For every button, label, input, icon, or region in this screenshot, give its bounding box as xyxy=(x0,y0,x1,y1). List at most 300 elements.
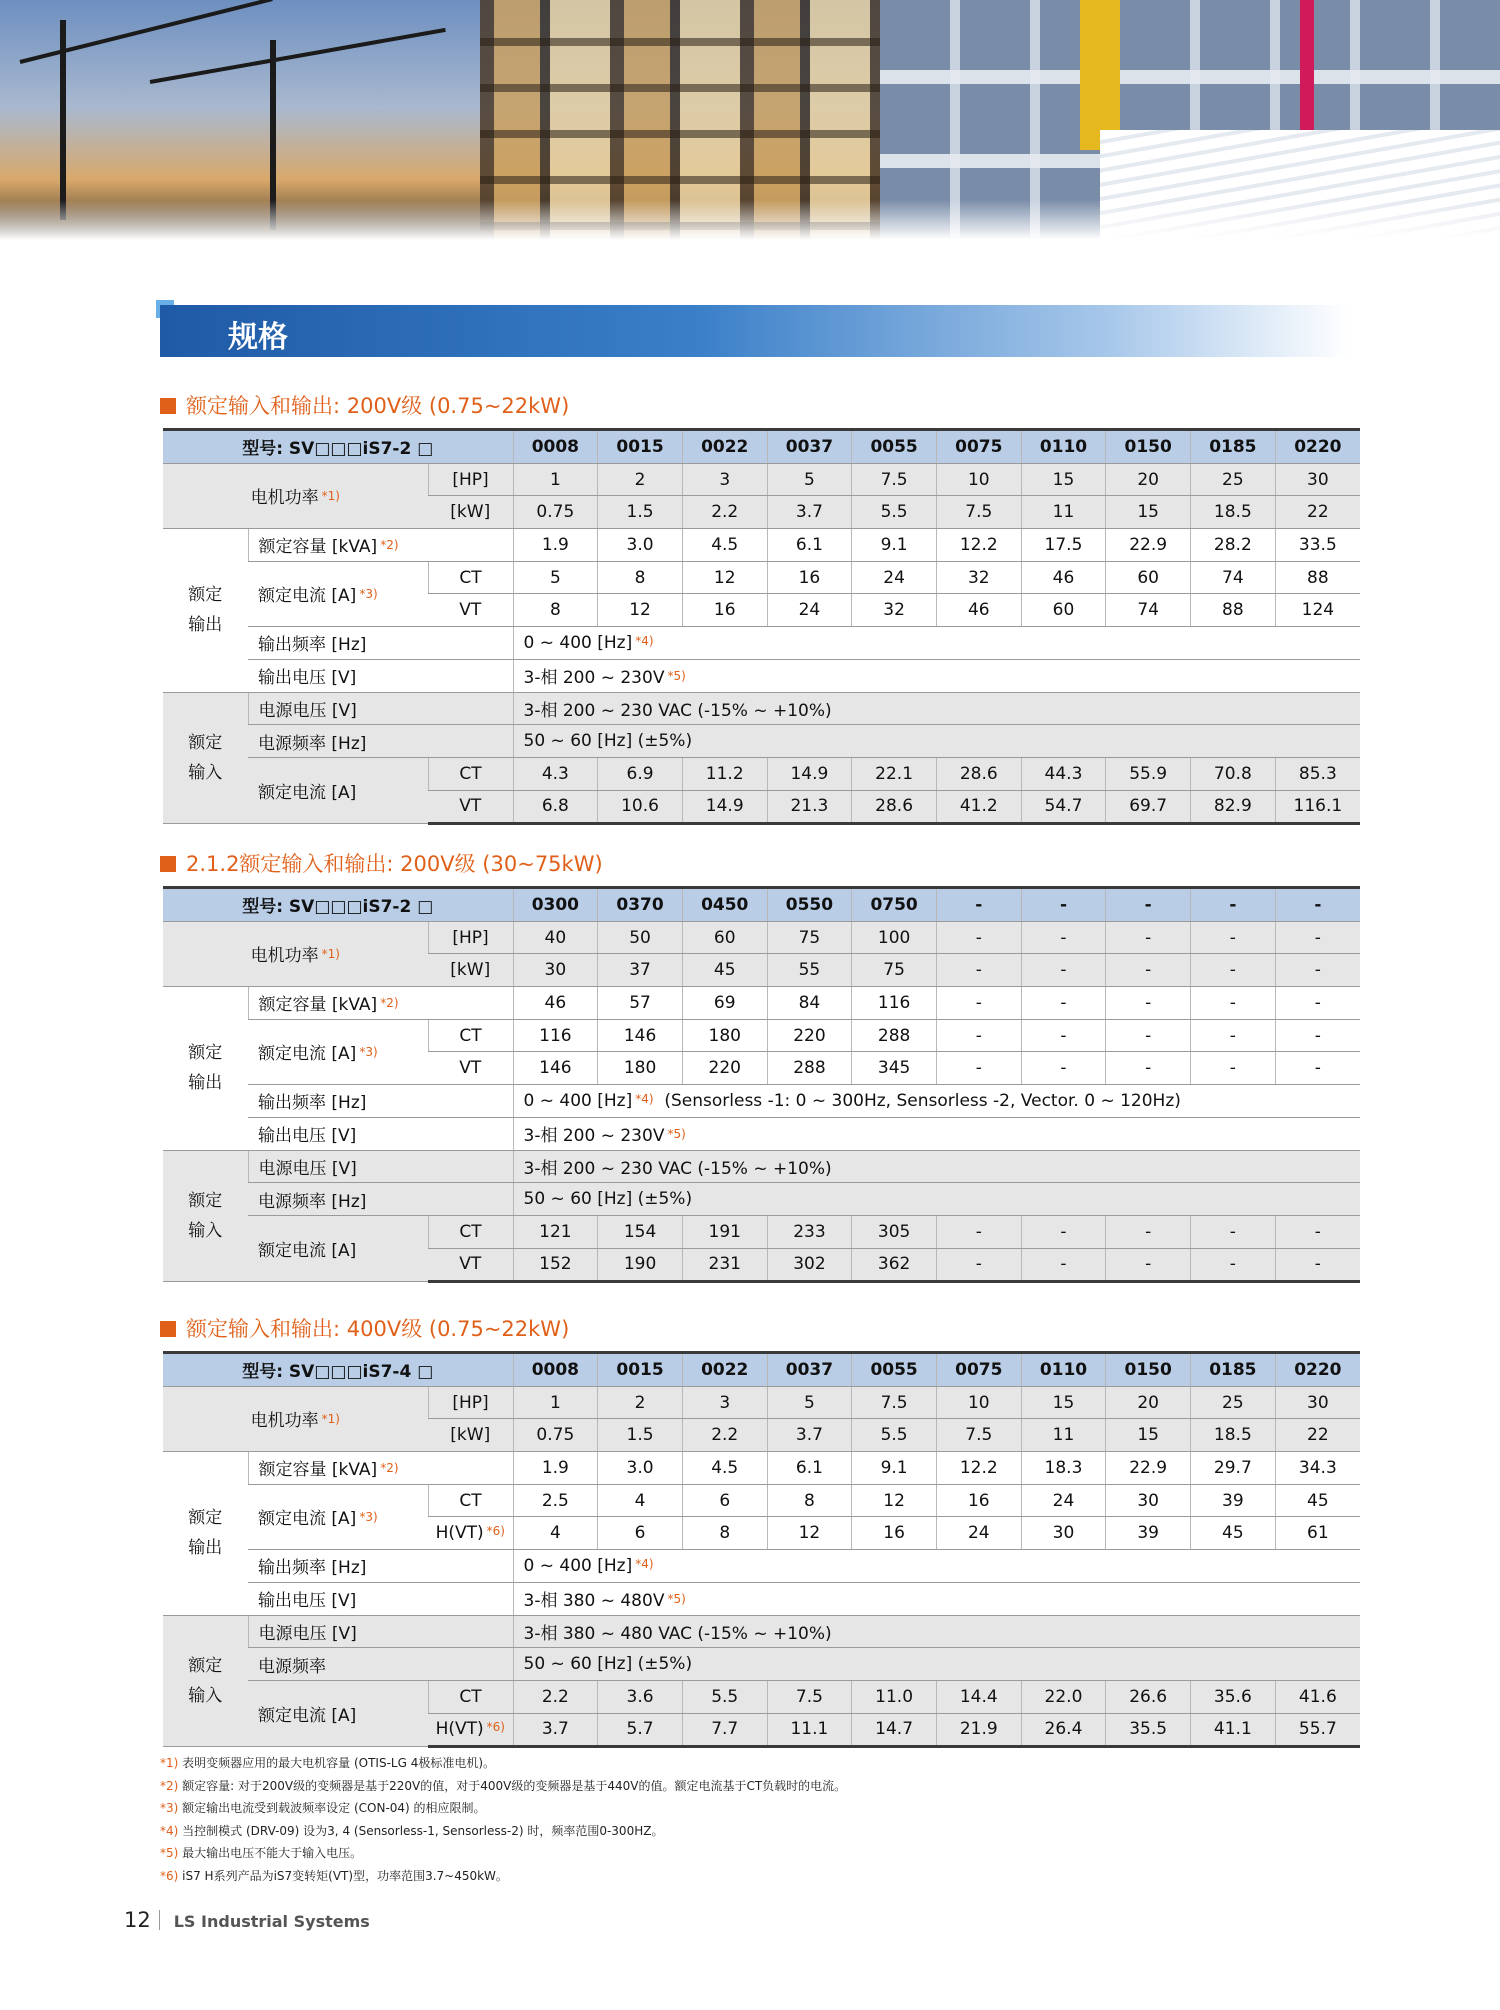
footnote-text: 当控制模式 (DRV-09) 设为3, 4 (Sensorless-1, Sensorless-2) 时，频率范围0-300HZ。 xyxy=(182,1823,664,1838)
value-cell: 60 xyxy=(682,921,767,954)
footnote-key: *3) xyxy=(160,1801,179,1815)
output-current-label xyxy=(248,1019,428,1084)
value-cell: - xyxy=(1106,1019,1191,1052)
value-cell: 233 xyxy=(767,1215,852,1248)
value-cell: 5.5 xyxy=(852,1419,937,1452)
value-cell: 1.5 xyxy=(598,496,683,529)
value-cell: 28.6 xyxy=(936,757,1021,790)
value-cell: 84 xyxy=(767,987,852,1020)
value-cell: 15 xyxy=(1021,1386,1106,1419)
hp-unit: [HP] xyxy=(428,463,513,496)
value-cell: 39 xyxy=(1106,1517,1191,1550)
output-current-text: 额定电流 [A] xyxy=(258,586,357,607)
input-voltage-value: 3-相 200 ~ 230 VAC (-15% ~ +10%) xyxy=(513,1150,1360,1183)
value-cell: 0450 xyxy=(682,888,767,922)
value-cell: 22 xyxy=(1275,496,1360,529)
value-cell: - xyxy=(936,987,1021,1020)
value-cell: - xyxy=(1106,987,1191,1020)
value-cell: - xyxy=(1191,987,1276,1020)
section-heading-text: 2.1.2额定输入和输出: 200V级 (30~75kW) xyxy=(186,852,603,876)
output-voltage-label: 输出电压 [V] xyxy=(248,1582,513,1615)
capacity-text: 额定容量 [kVA] xyxy=(258,995,378,1016)
value-cell: 3.7 xyxy=(767,1419,852,1452)
value-cell: 191 xyxy=(682,1215,767,1248)
value-cell: 0015 xyxy=(598,430,683,464)
ct-label: CT xyxy=(428,561,513,594)
value-cell: - xyxy=(936,1248,1021,1282)
vt-label xyxy=(428,1052,513,1085)
value-cell: 8 xyxy=(513,594,598,627)
value-cell: 0550 xyxy=(767,888,852,922)
value-cell: 3.7 xyxy=(767,496,852,529)
capacity-label xyxy=(248,529,513,562)
output-current-label xyxy=(248,1484,428,1549)
value-cell: 70.8 xyxy=(1191,757,1276,790)
value-cell: 14.7 xyxy=(852,1713,937,1747)
value-cell: - xyxy=(1021,888,1106,922)
value-cell: - xyxy=(1106,1248,1191,1282)
value-cell: 0008 xyxy=(513,1353,598,1387)
value-cell: 2.2 xyxy=(513,1680,598,1713)
input-current-label: 额定电流 [A] xyxy=(248,1680,428,1746)
value-cell: 17.5 xyxy=(1021,529,1106,562)
value-cell: 12.2 xyxy=(936,529,1021,562)
value-cell: 11 xyxy=(1021,1419,1106,1452)
value-cell: 152 xyxy=(513,1248,598,1282)
footnote-item xyxy=(160,1752,846,1775)
footnote-key: *4) xyxy=(160,1823,179,1838)
value-cell: 10 xyxy=(936,463,1021,496)
value-cell: 22.1 xyxy=(852,757,937,790)
value-cell: 0110 xyxy=(1021,430,1106,464)
value-cell: 15 xyxy=(1021,463,1106,496)
hp-unit: [HP] xyxy=(428,921,513,954)
input-voltage-label: 电源电压 [V] xyxy=(248,1615,513,1648)
value-cell: 2.2 xyxy=(682,1419,767,1452)
value-cell: 44.3 xyxy=(1021,757,1106,790)
value-cell: 0075 xyxy=(936,430,1021,464)
vt-label xyxy=(428,1713,513,1747)
model-label: 型号: SV□□□iS7-2 □ xyxy=(163,888,513,922)
value-cell: - xyxy=(1106,954,1191,987)
value-cell: 0055 xyxy=(852,430,937,464)
freq-value-text: 0 ~ 400 [Hz] xyxy=(523,1090,633,1111)
footnote-text: 额定输出电流受到载波频率设定 (CON-04) 的相应限制。 xyxy=(182,1801,486,1815)
vt-text: VT xyxy=(459,796,482,817)
value-cell: - xyxy=(936,1052,1021,1085)
note-ref: *5) xyxy=(667,1592,686,1607)
rated-output-group: 额定 输出 xyxy=(163,1452,248,1615)
value-cell: 18.3 xyxy=(1021,1452,1106,1485)
output-current-label xyxy=(248,561,428,626)
spec-table xyxy=(163,428,1360,825)
value-cell: 11.0 xyxy=(852,1680,937,1713)
value-cell: - xyxy=(1191,1019,1276,1052)
note-ref: *1) xyxy=(321,1412,340,1427)
value-cell: 180 xyxy=(598,1052,683,1085)
value-cell: 25 xyxy=(1191,463,1276,496)
value-cell: 4.5 xyxy=(682,529,767,562)
value-cell: - xyxy=(1021,954,1106,987)
note-ref: *6) xyxy=(486,1720,505,1735)
model-label: 型号: SV□□□iS7-2 □ xyxy=(163,430,513,464)
value-cell: 231 xyxy=(682,1248,767,1282)
value-cell: 1 xyxy=(513,463,598,496)
value-cell: 60 xyxy=(1106,561,1191,594)
value-cell: 14.9 xyxy=(682,790,767,824)
section-heading xyxy=(160,1313,569,1343)
hp-unit: [HP] xyxy=(428,1386,513,1419)
value-cell: 22.9 xyxy=(1106,1452,1191,1485)
value-cell: 15 xyxy=(1106,496,1191,529)
value-cell: 41.2 xyxy=(936,790,1021,824)
value-cell: 75 xyxy=(852,954,937,987)
value-cell: 35.6 xyxy=(1191,1680,1276,1713)
rated-input-group: 额定 输入 xyxy=(163,1150,248,1282)
value-cell: 45 xyxy=(682,954,767,987)
value-cell: 30 xyxy=(1275,463,1360,496)
input-voltage-value: 3-相 200 ~ 230 VAC (-15% ~ +10%) xyxy=(513,692,1360,725)
value-cell: - xyxy=(1275,1215,1360,1248)
value-cell: - xyxy=(1191,954,1276,987)
value-cell: 24 xyxy=(767,594,852,627)
value-cell: - xyxy=(1021,921,1106,954)
footnote-item xyxy=(160,1820,846,1843)
value-cell: 6.1 xyxy=(767,1452,852,1485)
rated-input-group: 额定 输入 xyxy=(163,692,248,824)
input-current-label: 额定电流 [A] xyxy=(248,757,428,823)
ct-label: CT xyxy=(428,1680,513,1713)
value-cell: 12 xyxy=(852,1484,937,1517)
input-frequency-label: 电源频率 [Hz] xyxy=(248,725,513,758)
value-cell: 288 xyxy=(767,1052,852,1085)
value-cell: 1.9 xyxy=(513,529,598,562)
value-cell: 0110 xyxy=(1021,1353,1106,1387)
value-cell: - xyxy=(1021,1019,1106,1052)
value-cell: 154 xyxy=(598,1215,683,1248)
value-cell: 100 xyxy=(852,921,937,954)
input-frequency-value: 50 ~ 60 [Hz] (±5%) xyxy=(513,725,1360,758)
input-frequency-label: 电源频率 xyxy=(248,1648,513,1681)
value-cell: 8 xyxy=(682,1517,767,1550)
value-cell: 1.9 xyxy=(513,1452,598,1485)
output-frequency-label: 输出频率 [Hz] xyxy=(248,1550,513,1583)
input-frequency-value: 50 ~ 60 [Hz] (±5%) xyxy=(513,1183,1360,1216)
value-cell: 45 xyxy=(1191,1517,1276,1550)
value-cell: 85.3 xyxy=(1275,757,1360,790)
value-cell: 20 xyxy=(1106,1386,1191,1419)
value-cell: 32 xyxy=(936,561,1021,594)
output-frequency-value xyxy=(513,627,1360,660)
value-cell: 5.7 xyxy=(598,1713,683,1747)
value-cell: 0750 xyxy=(852,888,937,922)
value-cell: 14.9 xyxy=(767,757,852,790)
value-cell: 24 xyxy=(852,561,937,594)
value-cell: 7.5 xyxy=(852,1386,937,1419)
rated-input-group: 额定 输入 xyxy=(163,1615,248,1747)
output-voltage-label: 输出电压 [V] xyxy=(248,1117,513,1150)
input-voltage-value: 3-相 380 ~ 480 VAC (-15% ~ +10%) xyxy=(513,1615,1360,1648)
footnotes xyxy=(160,1752,846,1887)
value-cell: 33.5 xyxy=(1275,529,1360,562)
capacity-text: 额定容量 [kVA] xyxy=(258,1460,378,1481)
value-cell: - xyxy=(1275,921,1360,954)
value-cell: 30 xyxy=(1275,1386,1360,1419)
value-cell: 20 xyxy=(1106,463,1191,496)
value-cell: 45 xyxy=(1275,1484,1360,1517)
footnote-text: iS7 H系列产品为iS7变转矩(VT)型，功率范围3.7~450kW。 xyxy=(182,1868,508,1883)
value-cell: 22 xyxy=(1275,1419,1360,1452)
value-cell: 28.6 xyxy=(852,790,937,824)
value-cell: 0037 xyxy=(767,430,852,464)
value-cell: 41.1 xyxy=(1191,1713,1276,1747)
note-ref: *6) xyxy=(486,1524,505,1539)
note-ref: *5) xyxy=(667,1127,686,1142)
value-cell: - xyxy=(936,888,1021,922)
value-cell: 26.4 xyxy=(1021,1713,1106,1747)
value-cell: 288 xyxy=(852,1019,937,1052)
value-cell: 75 xyxy=(767,921,852,954)
value-cell: 12 xyxy=(767,1517,852,1550)
vt-text: H(VT) xyxy=(435,1719,484,1740)
motor-power-label xyxy=(163,1386,428,1451)
page-title: 规格 xyxy=(228,320,288,355)
note-ref: *1) xyxy=(321,489,340,504)
value-cell: 12.2 xyxy=(936,1452,1021,1485)
value-cell: - xyxy=(1191,921,1276,954)
value-cell: 29.7 xyxy=(1191,1452,1276,1485)
value-cell: 46 xyxy=(936,594,1021,627)
value-cell: 0.75 xyxy=(513,1419,598,1452)
bullet-square-icon xyxy=(160,856,176,872)
vt-label xyxy=(428,790,513,824)
volt-value-text: 3-相 200 ~ 230V xyxy=(523,1126,665,1147)
motor-power-label xyxy=(163,921,428,986)
value-cell: - xyxy=(1275,1052,1360,1085)
page-title-bar xyxy=(160,305,1350,357)
value-cell: 88 xyxy=(1275,561,1360,594)
value-cell: 220 xyxy=(682,1052,767,1085)
value-cell: 0037 xyxy=(767,1353,852,1387)
output-current-text: 额定电流 [A] xyxy=(258,1509,357,1530)
value-cell: - xyxy=(1021,1052,1106,1085)
value-cell: 3.0 xyxy=(598,1452,683,1485)
value-cell: 345 xyxy=(852,1052,937,1085)
value-cell: 0300 xyxy=(513,888,598,922)
value-cell: 55.9 xyxy=(1106,757,1191,790)
output-frequency-label: 输出频率 [Hz] xyxy=(248,627,513,660)
value-cell: - xyxy=(1191,1052,1276,1085)
kw-unit: [kW] xyxy=(428,496,513,529)
section-heading xyxy=(160,848,603,878)
value-cell: - xyxy=(1191,888,1276,922)
input-frequency-label: 电源频率 [Hz] xyxy=(248,1183,513,1216)
value-cell: 0075 xyxy=(936,1353,1021,1387)
value-cell: 362 xyxy=(852,1248,937,1282)
value-cell: 30 xyxy=(1106,1484,1191,1517)
value-cell: - xyxy=(1106,921,1191,954)
value-cell: 60 xyxy=(1021,594,1106,627)
footnote-text: 最大输出电压不能大于输入电压。 xyxy=(182,1846,363,1860)
value-cell: 9.1 xyxy=(852,1452,937,1485)
value-cell: 88 xyxy=(1191,594,1276,627)
value-cell: 0370 xyxy=(598,888,683,922)
output-frequency-value xyxy=(513,1085,1360,1118)
value-cell: 180 xyxy=(682,1019,767,1052)
value-cell: 40 xyxy=(513,921,598,954)
value-cell: 2.2 xyxy=(682,496,767,529)
spec-table xyxy=(163,886,1360,1283)
value-cell: - xyxy=(1021,1215,1106,1248)
value-cell: - xyxy=(1106,1215,1191,1248)
value-cell: 116 xyxy=(513,1019,598,1052)
value-cell: 8 xyxy=(767,1484,852,1517)
value-cell: 7.5 xyxy=(852,463,937,496)
value-cell: 116.1 xyxy=(1275,790,1360,824)
value-cell: 61 xyxy=(1275,1517,1360,1550)
value-cell: 18.5 xyxy=(1191,1419,1276,1452)
value-cell: 74 xyxy=(1191,561,1276,594)
value-cell: 0022 xyxy=(682,430,767,464)
value-cell: 7.5 xyxy=(936,496,1021,529)
section-heading xyxy=(160,390,569,420)
value-cell: - xyxy=(936,921,1021,954)
input-voltage-label: 电源电压 [V] xyxy=(248,692,513,725)
value-cell: 35.5 xyxy=(1106,1713,1191,1747)
input-current-label: 额定电流 [A] xyxy=(248,1215,428,1281)
bullet-square-icon xyxy=(160,398,176,414)
footnote-key: *6) xyxy=(160,1868,179,1883)
input-frequency-value: 50 ~ 60 [Hz] (±5%) xyxy=(513,1648,1360,1681)
header-banner-image xyxy=(0,0,1500,240)
rated-output-group: 额定 输出 xyxy=(163,529,248,692)
ct-label: CT xyxy=(428,1019,513,1052)
value-cell: 74 xyxy=(1106,594,1191,627)
value-cell: 22.0 xyxy=(1021,1680,1106,1713)
value-cell: - xyxy=(1275,987,1360,1020)
ct-label: CT xyxy=(428,1215,513,1248)
section-heading-text: 额定输入和输出: 200V级 (0.75~22kW) xyxy=(186,394,570,418)
value-cell: - xyxy=(1106,888,1191,922)
footnote-key: *1) xyxy=(160,1756,179,1770)
ct-label: CT xyxy=(428,757,513,790)
value-cell: 5 xyxy=(767,463,852,496)
capacity-label xyxy=(248,987,513,1020)
value-cell: 11.1 xyxy=(767,1713,852,1747)
value-cell: 11.2 xyxy=(682,757,767,790)
value-cell: 6.9 xyxy=(598,757,683,790)
value-cell: 41.6 xyxy=(1275,1680,1360,1713)
value-cell: - xyxy=(1275,888,1360,922)
value-cell: - xyxy=(936,1019,1021,1052)
vt-label xyxy=(428,594,513,627)
value-cell: 15 xyxy=(1106,1419,1191,1452)
value-cell: 0150 xyxy=(1106,430,1191,464)
value-cell: 9.1 xyxy=(852,529,937,562)
footnote-text: 表明变频器应用的最大电机容量 (OTIS-LG 4极标准电机)。 xyxy=(182,1756,496,1770)
value-cell: 16 xyxy=(852,1517,937,1550)
value-cell: 116 xyxy=(852,987,937,1020)
value-cell: 32 xyxy=(852,594,937,627)
note-ref: *4) xyxy=(635,1556,654,1571)
value-cell: 11 xyxy=(1021,496,1106,529)
value-cell: 3 xyxy=(682,1386,767,1419)
vt-text: H(VT) xyxy=(435,1523,484,1544)
value-cell: - xyxy=(1275,954,1360,987)
capacity-label xyxy=(248,1452,513,1485)
value-cell: 69.7 xyxy=(1106,790,1191,824)
note-ref: *4) xyxy=(635,633,654,648)
value-cell: 7.5 xyxy=(767,1680,852,1713)
value-cell: 5.5 xyxy=(852,496,937,529)
value-cell: 46 xyxy=(1021,561,1106,594)
vt-text: VT xyxy=(459,1058,482,1079)
vt-text: VT xyxy=(459,1254,482,1275)
value-cell: 14.4 xyxy=(936,1680,1021,1713)
value-cell: 7.7 xyxy=(682,1713,767,1747)
value-cell: 8 xyxy=(598,561,683,594)
footnote-key: *5) xyxy=(160,1846,179,1860)
note-ref: *3) xyxy=(359,1510,378,1525)
value-cell: 0185 xyxy=(1191,1353,1276,1387)
value-cell: 0185 xyxy=(1191,430,1276,464)
note-ref: *1) xyxy=(321,947,340,962)
value-cell: 5 xyxy=(767,1386,852,1419)
volt-value-text: 3-相 380 ~ 480V xyxy=(523,1591,665,1612)
value-cell: 3 xyxy=(682,463,767,496)
value-cell: 305 xyxy=(852,1215,937,1248)
input-voltage-label: 电源电压 [V] xyxy=(248,1150,513,1183)
model-label: 型号: SV□□□iS7-4 □ xyxy=(163,1353,513,1387)
value-cell: 4.5 xyxy=(682,1452,767,1485)
value-cell: 26.6 xyxy=(1106,1680,1191,1713)
value-cell: 55.7 xyxy=(1275,1713,1360,1747)
value-cell: 5.5 xyxy=(682,1680,767,1713)
value-cell: 124 xyxy=(1275,594,1360,627)
value-cell: 10 xyxy=(936,1386,1021,1419)
value-cell: 5 xyxy=(513,561,598,594)
footer-brand: LS Industrial Systems xyxy=(173,1912,370,1931)
value-cell: 3.0 xyxy=(598,529,683,562)
output-frequency-value xyxy=(513,1550,1360,1583)
value-cell: 1.5 xyxy=(598,1419,683,1452)
value-cell: - xyxy=(1275,1248,1360,1282)
ct-label: CT xyxy=(428,1484,513,1517)
value-cell: 50 xyxy=(598,921,683,954)
value-cell: 146 xyxy=(598,1019,683,1052)
spec-table xyxy=(163,1351,1360,1748)
value-cell: 6 xyxy=(598,1517,683,1550)
value-cell: 3.7 xyxy=(513,1713,598,1747)
value-cell: 39 xyxy=(1191,1484,1276,1517)
value-cell: - xyxy=(1106,1052,1191,1085)
value-cell: 21.3 xyxy=(767,790,852,824)
vt-text: VT xyxy=(459,600,482,621)
value-cell: 22.9 xyxy=(1106,529,1191,562)
value-cell: 2 xyxy=(598,463,683,496)
note-ref: *2) xyxy=(380,996,399,1011)
motor-power-text: 电机功率 xyxy=(250,1411,319,1432)
bullet-square-icon xyxy=(160,1321,176,1337)
value-cell: 34.3 xyxy=(1275,1452,1360,1485)
value-cell: - xyxy=(1191,1248,1276,1282)
page-number: 12 xyxy=(124,1908,151,1932)
value-cell: 21.9 xyxy=(936,1713,1021,1747)
note-ref: *5) xyxy=(667,669,686,684)
value-cell: 28.2 xyxy=(1191,529,1276,562)
value-cell: 6.8 xyxy=(513,790,598,824)
value-cell: 146 xyxy=(513,1052,598,1085)
